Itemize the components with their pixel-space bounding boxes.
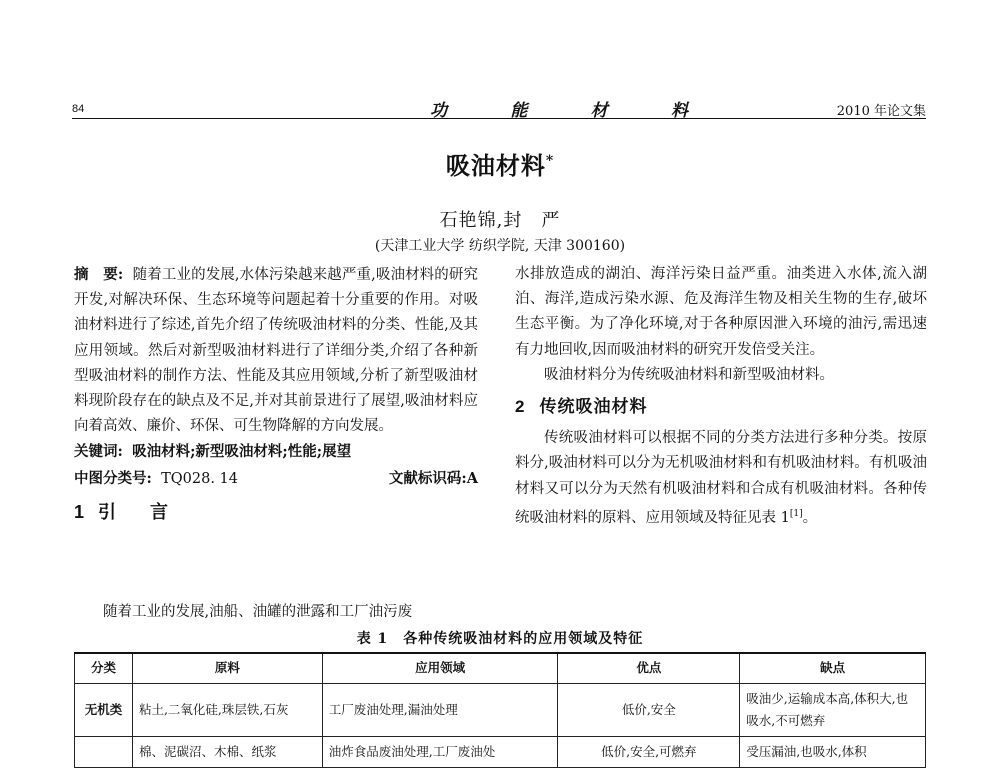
citation-ref: [1] (789, 508, 803, 519)
doc-code-label: 文献标识码: (388, 469, 467, 487)
journal-char: 料 (670, 101, 690, 121)
table-cell (75, 737, 133, 768)
table-cell: 油炸食品废油处理,工厂废油处 (322, 737, 558, 768)
table-cell: 工厂废油处理,漏油处理 (322, 684, 558, 737)
page-number: 84 (72, 103, 85, 115)
journal-char: 材 (590, 101, 610, 121)
section-2-number: 2 (515, 397, 526, 417)
journal-char: 功 (430, 101, 449, 121)
abstract-text: 随着工业的发展,水体污染越来越严重,吸油材料的研究开发,对解决环保、生态环境等问题起着十分重要的作用。对吸油材料进行了综述,首先介绍了传统吸油材料的分类、性能,及其应用领域。然后对新型吸油材料进行了详细分类,介绍了各种新型吸油材料的制作方法、性能及其应用领域,分析了新型吸油材料现阶段存在的缺点及不足,并对其前景进行了展望,吸油材料应向着高效、廉价、环保、可生物降解的方向发展。 (74, 267, 479, 435)
table-cell: 受压漏油,也吸水,体积 (740, 737, 926, 768)
clc-label: 中图分类号: (74, 469, 152, 487)
table-header-cell: 应用领域 (322, 653, 558, 684)
journal-char: 能 (510, 101, 530, 121)
keywords-text: 吸油材料;新型吸油材料;性能;展望 (132, 443, 352, 461)
table-row (75, 737, 926, 768)
article-title (0, 146, 1000, 181)
table-row (75, 684, 926, 737)
left-column (74, 262, 478, 531)
right-column (515, 262, 927, 531)
table-caption: 表 1 各种传统吸油材料的应用领域及特征 (356, 631, 644, 647)
table-cell: 粘土,二氧化硅,珠层铁,石灰 (132, 684, 322, 737)
table-cell: 无机类 (75, 684, 133, 737)
header-rule (72, 118, 926, 119)
clc-value: TQ028. 14 (161, 470, 238, 487)
section-1-number: 1 (74, 501, 85, 522)
paragraph (515, 426, 927, 531)
keywords (74, 439, 478, 465)
abstract (74, 262, 478, 439)
section-2-title: 传统吸油材料 (539, 397, 648, 418)
table-cell: 棉、泥碳沼、木棉、纸浆 (132, 737, 322, 768)
paragraph: 水排放造成的湖泊、海洋污染日益严重。油类进入水体,流入湖泊、海洋,造成污染水源、危及海洋生物及相关生物的生存,破坏生态平衡。为了净化环境,对于各种原因泄入环境的油污,需迅速有力地回收,因而吸油材料的研究开发倍受关注。 (515, 266, 927, 358)
title-text: 吸油材料 (445, 151, 546, 180)
section-2-heading (515, 394, 927, 420)
section-1-title: 引 言 (98, 501, 177, 523)
paragraph: 吸油材料分为传统吸油材料和新型吸油材料。 (544, 366, 834, 383)
table-header-row (75, 653, 926, 684)
table-1 (74, 652, 926, 768)
affiliation: (天津工业大学 纺织学院, 天津 300160) (374, 238, 626, 254)
doc-code-value: A (466, 469, 478, 487)
abstract-label: 摘 要: (74, 266, 124, 283)
paragraph-end: 。 (802, 509, 818, 526)
table-cell: 吸油少,运输成本高,体积大,也吸水,不可燃弃 (740, 684, 926, 737)
table-header-cell: 分类 (75, 653, 133, 684)
table-cell: 低价,安全 (558, 684, 740, 737)
table-cell: 低价,安全,可燃弃 (558, 737, 740, 768)
collection-label: 2010 年论文集 (836, 104, 926, 119)
section-1-heading (74, 500, 478, 525)
keywords-label: 关键词: (74, 443, 123, 461)
table-header-cell: 原料 (132, 653, 322, 684)
authors: 石艳锦,封 严 (439, 210, 561, 231)
table-header-cell: 缺点 (740, 653, 926, 684)
paragraph-text: 传统吸油材料可以根据不同的分类方法进行多种分类。按原料分,吸油材料可以分为无机吸油材料和有机吸油材料。有机吸油材料又可以分为天然有机吸油材料和合成有机吸油材料。各种传统吸油材料的原料、应用领域及特征见表 1 (515, 430, 927, 526)
table-header-cell: 优点 (558, 653, 740, 684)
table-top-rule (74, 652, 926, 654)
intro-paragraph: 随着工业的发展,油船、油罐的泄露和工厂油污废 (103, 604, 413, 620)
classification-row (74, 466, 478, 492)
title-footnote-mark: * (545, 153, 555, 169)
